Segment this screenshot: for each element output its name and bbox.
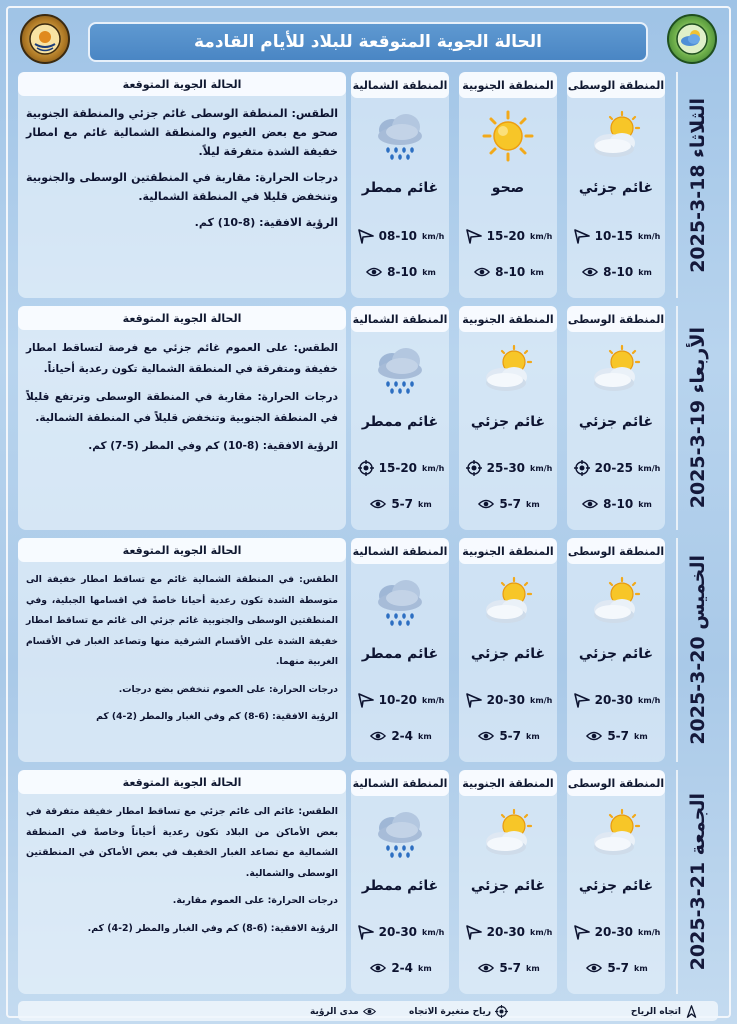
wind-unit: km/h <box>638 231 661 241</box>
visibility <box>571 494 663 514</box>
region-column <box>567 770 665 994</box>
visibility <box>355 494 447 514</box>
region-name: المنطقة الشمالية <box>351 538 449 564</box>
legend-bar <box>18 1001 718 1021</box>
forecast-description-panel <box>18 306 346 530</box>
day-date: الأربعاء 19-3-2025 <box>687 327 709 509</box>
legend-visibility <box>310 1004 376 1019</box>
visibility <box>355 958 447 978</box>
visibility <box>571 958 663 978</box>
title-bar <box>88 22 648 62</box>
visibility-unit: km <box>638 267 652 277</box>
visibility-value: 5-7 <box>499 497 522 511</box>
partly-cloudy-icon <box>586 808 646 860</box>
visibility <box>571 726 663 746</box>
visibility-unit: km <box>418 963 432 973</box>
forecast-description-panel <box>18 72 346 298</box>
region-name: المنطقة الجنوبية <box>459 538 557 564</box>
region-column <box>351 306 449 530</box>
wind-speed <box>571 690 663 710</box>
eye-icon <box>478 960 494 976</box>
forecast-description-panel <box>18 538 346 762</box>
weather-condition: غائم جزئي <box>578 414 654 430</box>
weather-condition: غائم جزئي <box>578 878 654 894</box>
region-name: المنطقة الشمالية <box>351 770 449 796</box>
visibility <box>463 262 555 282</box>
wind-unit: km/h <box>422 231 445 241</box>
forecast-paragraph: درجات الحرارة: على العموم تنخفض بضع درجات. <box>118 683 338 695</box>
forecast-text <box>26 802 338 946</box>
weather-condition: غائم جزئي <box>470 878 546 894</box>
visibility-value: 2-4 <box>391 961 414 975</box>
region-name: المنطقة الوسطى <box>567 770 665 796</box>
partly-cloudy-icon <box>478 808 538 860</box>
wind-unit: km/h <box>638 695 661 705</box>
region-name: المنطقة الجنوبية <box>459 770 557 796</box>
panel-title: الحالة الجوية المتوقعة <box>18 770 346 794</box>
date-label <box>676 770 718 994</box>
day-row <box>16 72 718 298</box>
visibility-value: 8-10 <box>603 497 634 511</box>
eye-icon <box>363 1005 376 1018</box>
wind-unit: km/h <box>530 231 553 241</box>
visibility-value: 8-10 <box>495 265 526 279</box>
visibility <box>463 726 555 746</box>
forecast-paragraph: الطقس: في المنطقة الشمالية غائم مع تساقط امطار خفيفة الى متوسطة الشدة تكون رعدية أحيانا خاصةً في اقسامها الجبلية، وفي المنطقتين الوسطى والجنوبية غائم جزئي الى غائم مع تساقط امطار خفيفة الشدة على الأقسام الشرقية منها وتصاعد الغبار في الأقسام الغربية منهما. <box>26 574 338 667</box>
wind-speed <box>571 226 663 246</box>
sunny-icon <box>478 110 538 162</box>
weather-condition: غائم ممطر <box>361 414 439 430</box>
wind-value: 20-25 <box>594 461 634 475</box>
eye-icon <box>478 728 494 744</box>
visibility <box>463 958 555 978</box>
wind-unit: km/h <box>422 695 445 705</box>
eye-icon <box>586 728 602 744</box>
wind-speed <box>463 226 555 246</box>
forecast-paragraph: الرؤية الافقية: (8-10) كم وفي المطر (5-7) كم. <box>88 440 338 452</box>
wind-speed <box>571 458 663 478</box>
wind-unit: km/h <box>530 463 553 473</box>
visibility-value: 8-10 <box>603 265 634 279</box>
visibility <box>355 726 447 746</box>
wind-value: 20-30 <box>594 925 634 939</box>
partly-cloudy-icon <box>478 576 538 628</box>
weather-condition: غائم جزئي <box>578 180 654 196</box>
wind-direction-icon <box>466 228 482 244</box>
date-label <box>676 306 718 530</box>
wind-direction-icon <box>358 692 374 708</box>
rain-cloud-icon <box>370 576 430 628</box>
forecast-text <box>26 338 338 464</box>
rain-cloud-icon <box>370 110 430 162</box>
cloud-emblem-logo <box>667 14 717 64</box>
forecast-description-panel <box>18 770 346 994</box>
visibility-unit: km <box>526 731 540 741</box>
visibility-value: 5-7 <box>607 729 630 743</box>
visibility-unit: km <box>418 731 432 741</box>
wind-direction-icon <box>685 1005 698 1018</box>
panel-title: الحالة الجوية المتوقعة <box>18 72 346 96</box>
wind-unit: km/h <box>422 463 445 473</box>
wind-direction-icon <box>466 692 482 708</box>
weather-condition: غائم ممطر <box>361 180 439 196</box>
wind-direction-icon <box>574 692 590 708</box>
wind-value: 25-30 <box>486 461 526 475</box>
day-row <box>16 538 718 762</box>
variable-wind-icon <box>358 460 374 476</box>
visibility-value: 2-4 <box>391 729 414 743</box>
wind-direction-icon <box>466 924 482 940</box>
forecast-paragraph: درجات الحرارة: مقاربة في المنطقة الوسطى وترتفع قليلاً في المنطقة الجنوبية وتنخفض قليلاً في المنطقة الشمالية. <box>26 391 338 424</box>
visibility-unit: km <box>530 267 544 277</box>
wind-speed <box>355 226 447 246</box>
legend-label: مدى الرؤية <box>310 1006 359 1017</box>
wind-speed <box>355 922 447 942</box>
region-column <box>459 306 557 530</box>
forecast-paragraph: الرؤية الافقية: (6-8) كم وفي الغبار والمطر (2-4) كم <box>96 711 338 722</box>
visibility-unit: km <box>634 963 648 973</box>
wind-speed <box>463 458 555 478</box>
wind-value: 08-10 <box>378 229 418 243</box>
visibility <box>355 262 447 282</box>
region-column <box>567 306 665 530</box>
wind-value: 20-30 <box>486 925 526 939</box>
forecast-paragraph: درجات الحرارة: مقاربة في المنطقتين الوسطى والجنوبية وتنخفض قليلا في المنطقة الشمالية. <box>26 171 338 203</box>
day-date: الثلاثاء 18-3-2025 <box>687 97 709 273</box>
weather-condition: صحو <box>491 180 525 196</box>
weather-condition: غائم جزئي <box>470 414 546 430</box>
day-date: الجمعة 21-3-2025 <box>687 793 709 971</box>
eye-icon <box>370 960 386 976</box>
wind-value: 10-15 <box>594 229 634 243</box>
day-row <box>16 770 718 994</box>
region-name: المنطقة الجنوبية <box>459 72 557 98</box>
region-name: المنطقة الجنوبية <box>459 306 557 332</box>
region-column <box>459 770 557 994</box>
wind-value: 15-20 <box>378 461 418 475</box>
wind-value: 20-30 <box>486 693 526 707</box>
visibility-value: 5-7 <box>607 961 630 975</box>
rain-cloud-icon <box>370 808 430 860</box>
emblem-icon <box>28 22 62 56</box>
eye-icon <box>370 728 386 744</box>
wind-direction-icon <box>358 924 374 940</box>
partly-cloudy-icon <box>478 344 538 396</box>
wind-direction-icon <box>358 228 374 244</box>
weather-condition: غائم جزئي <box>578 646 654 662</box>
variable-wind-icon <box>495 1005 508 1018</box>
visibility <box>463 494 555 514</box>
legend-wind-direction <box>631 1004 698 1019</box>
day-row <box>16 306 718 530</box>
visibility-value: 8-10 <box>387 265 418 279</box>
region-column <box>567 538 665 762</box>
wind-value: 10-20 <box>378 693 418 707</box>
region-column <box>351 770 449 994</box>
emblem-cloud-icon <box>675 22 709 56</box>
wind-unit: km/h <box>530 927 553 937</box>
panel-title: الحالة الجوية المتوقعة <box>18 538 346 562</box>
page-title: الحالة الجوية المتوقعة للبلاد للأيام القادمة <box>194 32 542 52</box>
region-name: المنطقة الشمالية <box>351 72 449 98</box>
region-column <box>459 72 557 298</box>
forecast-text <box>26 570 338 735</box>
forecast-paragraph: الطقس: المنطقة الوسطى غائم جزئي والمنطقة الجنوبية صحو مع بعض الغيوم والمنطقة الشمالية غائم مع امطار خفيفة الشدة متفرقة ليلاً. <box>26 107 338 158</box>
legend-variable-wind <box>409 1004 508 1019</box>
forecast-text <box>26 104 338 239</box>
visibility-unit: km <box>526 499 540 509</box>
wind-unit: km/h <box>638 927 661 937</box>
panel-title: الحالة الجوية المتوقعة <box>18 306 346 330</box>
region-column <box>567 72 665 298</box>
visibility-value: 5-7 <box>499 729 522 743</box>
wind-value: 20-30 <box>594 693 634 707</box>
visibility-unit: km <box>638 499 652 509</box>
legend-label: رياح متغيرة الاتجاه <box>409 1006 491 1017</box>
region-name: المنطقة الوسطى <box>567 306 665 332</box>
eye-icon <box>582 496 598 512</box>
region-name: المنطقة الشمالية <box>351 306 449 332</box>
visibility-value: 5-7 <box>499 961 522 975</box>
wind-speed <box>463 690 555 710</box>
region-name: المنطقة الوسطى <box>567 538 665 564</box>
forecast-paragraph: الرؤية الافقية: (8-10) كم. <box>194 216 338 229</box>
wind-value: 20-30 <box>378 925 418 939</box>
region-column <box>351 538 449 762</box>
visibility-unit: km <box>418 499 432 509</box>
legend-label: اتجاه الرياح <box>630 1006 681 1017</box>
date-label <box>676 538 718 762</box>
wind-speed <box>355 690 447 710</box>
forecast-paragraph: درجات الحرارة: على العموم مقاربة. <box>172 895 338 906</box>
eye-icon <box>474 264 490 280</box>
wind-speed <box>355 458 447 478</box>
partly-cloudy-icon <box>586 576 646 628</box>
forecast-paragraph: الطقس: غائم الى غائم جزئي مع تساقط امطار خفيفة متفرقة في بعض الأماكن من البلاد تكون رعدية أحياناً وخاصةً في المنطقة الشمالية مع تصاعد الغبار الخفيف في بعض الأماكن في المنطقتين الوسطى والشمالية. <box>26 806 338 879</box>
wind-direction-icon <box>574 228 590 244</box>
weather-condition: غائم ممطر <box>361 646 439 662</box>
variable-wind-icon <box>466 460 482 476</box>
visibility-unit: km <box>526 963 540 973</box>
wind-unit: km/h <box>638 463 661 473</box>
wind-speed <box>571 922 663 942</box>
wind-speed <box>463 922 555 942</box>
eye-icon <box>586 960 602 976</box>
visibility-unit: km <box>422 267 436 277</box>
visibility-unit: km <box>634 731 648 741</box>
weather-condition: غائم جزئي <box>470 646 546 662</box>
eye-icon <box>370 496 386 512</box>
partly-cloudy-icon <box>586 344 646 396</box>
visibility-value: 5-7 <box>391 497 414 511</box>
wind-direction-icon <box>574 924 590 940</box>
date-label <box>676 72 718 298</box>
eye-icon <box>582 264 598 280</box>
region-column <box>459 538 557 762</box>
visibility <box>571 262 663 282</box>
day-date: الخميس 20-3-2025 <box>687 555 709 745</box>
forecast-paragraph: الطقس: على العموم غائم جزئي مع فرصة لتساقط امطار خفيفة ومتفرقة في المنطقة الشمالية تكون رعدية أحياناً. <box>26 342 338 375</box>
wind-value: 15-20 <box>486 229 526 243</box>
rain-cloud-icon <box>370 344 430 396</box>
weather-condition: غائم ممطر <box>361 878 439 894</box>
partly-cloudy-icon <box>586 110 646 162</box>
variable-wind-icon <box>574 460 590 476</box>
wind-unit: km/h <box>530 695 553 705</box>
eye-icon <box>366 264 382 280</box>
eye-icon <box>478 496 494 512</box>
forecast-paragraph: الرؤية الافقية: (6-8) كم وفي الغبار والمطر (2-4) كم. <box>87 922 338 934</box>
region-column <box>351 72 449 298</box>
meteorology-emblem-logo <box>20 14 70 64</box>
region-name: المنطقة الوسطى <box>567 72 665 98</box>
wind-unit: km/h <box>422 927 445 937</box>
